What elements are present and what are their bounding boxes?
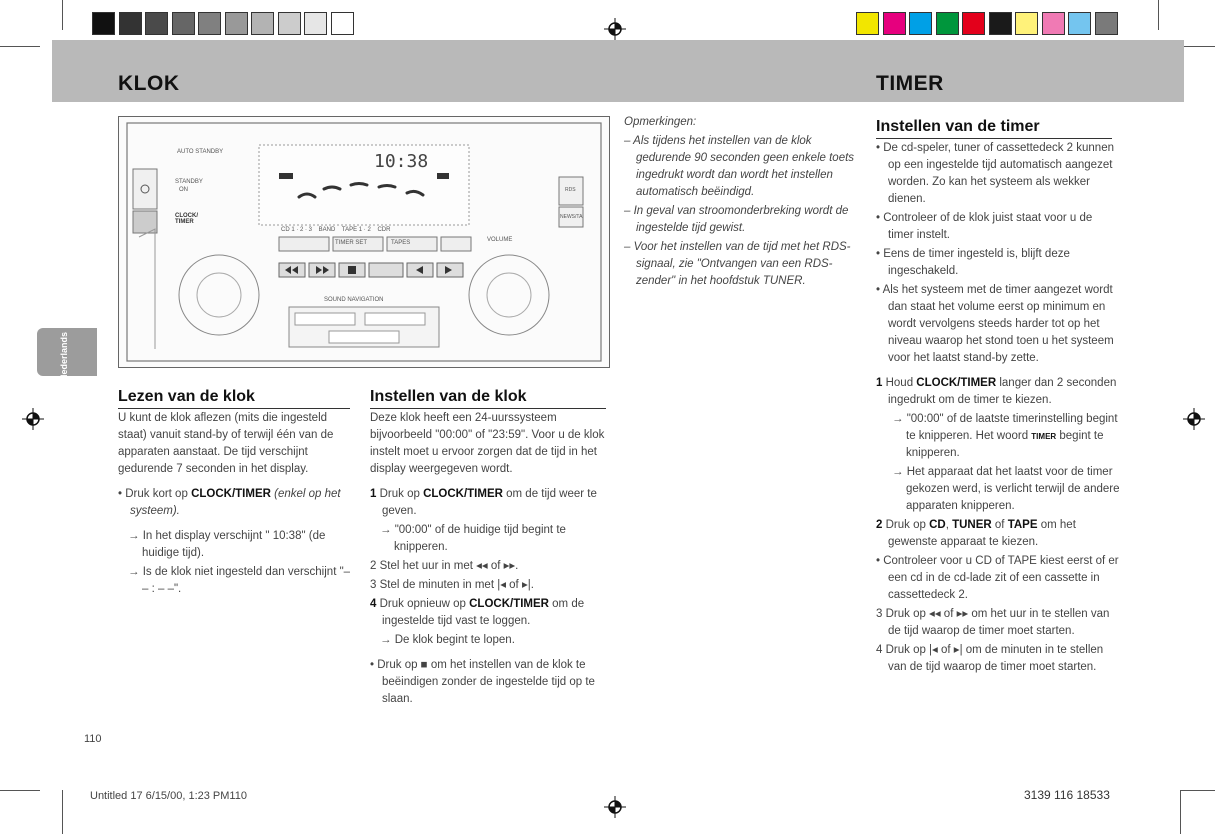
color-swatch [962,12,985,35]
note-item: – Voor het instellen van de tijd met het RDS-signaal, zie "Ontvangen van een RDS-zender" in het hoofdstuk TUNER. [624,241,851,287]
color-swatch [331,12,354,35]
label-auto-standby: AUTO STANDBY [177,149,224,155]
section-timer-heading [876,118,1112,139]
color-swatch [883,12,906,35]
color-swatch [1015,12,1038,35]
label-rds: RDS [565,187,576,193]
note-item: – Als tijdens het instellen van de klok gedurende 90 seconden geen enkele toets ingedrukt wordt dan wordt het instellen automatisch beëindigd. [624,135,855,198]
label-clock-timer: CLOCK/ TIMER [175,213,198,225]
label-on: ON [179,187,188,193]
crop-mark [1180,790,1215,791]
list-item: • Controleer voor u CD of TAPE kiest eerst of er een cd in de cd-lade zit of een cassette in cassettedeck 2. [876,555,1119,601]
registration-mark-icon [22,408,44,430]
notes-block [624,114,856,298]
device-illustration [118,116,610,368]
crop-mark [1180,46,1215,47]
color-swatch [856,12,879,35]
step-item: 1 Druk op CLOCK/TIMER om de tijd weer te geven. [370,488,597,517]
color-swatch [304,12,327,35]
list-item: • Eens de timer ingesteld is, blijft deze ingeschakeld. [876,248,1070,277]
color-swatch [1095,12,1118,35]
color-swatch [92,12,115,35]
list-item: • Druk op ■ om het instellen van de klok te beëindigen zonder de ingestelde tijd op te slaan. [370,659,595,705]
notes-title: Opmerkingen: [624,116,697,128]
list-item: • Druk kort op CLOCK/TIMER (enkel op het systeem). [118,488,341,517]
section-title: Instellen van de klok [370,388,527,405]
section-lezen-heading [118,388,350,409]
page-title-klok: KLOK [118,72,180,95]
section-title: Instellen van de timer [876,118,1040,135]
label-standby: STANDBY [175,179,203,185]
color-swatch [145,12,168,35]
result-line: → "00:00" of de laatste timerinstelling begint te knipperen. Het woord TIMER begint te knipperen. [892,413,1118,459]
list-item: • Controleer of de klok juist staat voor u de timer instelt. [876,212,1093,241]
step-item: 2 Druk op CD, TUNER of TAPE om het gewenste apparaat te kiezen. [876,519,1076,548]
list-item: • Als het systeem met de timer aangezet wordt dan staat het volume eerst op minimum en wordt vervolgens steeds harder tot op het niveau waarop het stond toen u het systeem voor het laatst stand-by zette. [876,284,1114,364]
paragraph: Deze klok heeft een 24-uurssysteem bijvoorbeeld "00:00" of "23:59". Voor u de klok instelt moet u ervoor zorgen dat de tijd in het display weergegeven wordt. [370,412,605,475]
color-swatch [119,12,142,35]
label-news-ta: NEWS/TA [560,214,583,220]
label-sources: CD 1 · 2 · 3 BAND TAPE 1 · 2 CDR [281,227,391,233]
color-swatch [251,12,274,35]
page-number: 110 [84,733,102,745]
crop-mark [62,0,63,30]
label-sound-navigation: SOUND NAVIGATION [324,297,384,303]
color-swatch [936,12,959,35]
section-timer-body [876,140,1120,684]
color-swatch [198,12,221,35]
crop-mark [1158,0,1159,30]
color-swatch [1068,12,1091,35]
step-item: 2 Stel het uur in met ◂◂ of ▸▸. [370,560,519,572]
color-swatch [278,12,301,35]
result-line: → In het display verschijnt " 10:38" (de huidige tijd). [128,530,326,559]
color-swatch [989,12,1012,35]
crop-mark [0,46,40,47]
section-instellen-klok-body [370,410,610,716]
color-swatch [1042,12,1065,35]
crop-mark [1180,790,1181,834]
document-code: 3139 116 18533 [1024,788,1110,802]
note-item: – In geval van stroomonderbreking wordt de ingestelde tijd gewist. [624,205,849,234]
label-volume: VOLUME [487,237,513,243]
color-swatch [909,12,932,35]
label-tapes: TAPES [391,240,411,246]
section-title: Lezen van de klok [118,388,255,405]
header-band [52,40,1184,102]
label-timer-set: TIMER SET [335,240,368,246]
section-instellen-klok-heading [370,388,606,409]
registration-mark-icon [604,18,626,40]
display-time: 10:38 [374,151,429,172]
crop-mark [62,790,63,834]
crop-mark [0,790,40,791]
step-item: 4 Druk op |◂ of ▸| om de minuten in te stellen van de tijd waarop de timer moet starten. [876,644,1104,673]
step-item: 3 Druk op ◂◂ of ▸▸ om het uur in te stellen van de tijd waarop de timer moet starten. [876,608,1110,637]
result-line: → Is de klok niet ingesteld dan verschijnt "– – : – –". [128,566,351,595]
color-swatch [225,12,248,35]
registration-mark-icon [1183,408,1205,430]
step-item: 3 Stel de minuten in met |◂ of ▸|. [370,579,534,591]
result-line: → De klok begint te lopen. [380,634,515,646]
language-tab: Nederlands [37,328,97,376]
paragraph: U kunt de klok aflezen (mits die ingesteld staat) vanuit stand-by of terwijl één van de apparaten aanstaat. De tijd verschijnt gedurende 7 seconden in het display. [118,412,334,475]
list-item: • De cd-speler, tuner of cassettedeck 2 kunnen op een ingestelde tijd automatisch aangezet worden. Zo kan het systeem als wekker dienen. [876,142,1114,205]
step-item: 1 Houd CLOCK/TIMER langer dan 2 seconden ingedrukt om de timer te kiezen. [876,377,1117,406]
step-item: 4 Druk opnieuw op CLOCK/TIMER om de ingestelde tijd vast te loggen. [370,598,585,627]
result-line: → Het apparaat dat het laatst voor de timer gekozen werd, is verlicht terwijl de andere apparaten knipperen. [892,466,1120,512]
color-swatch [172,12,195,35]
section-lezen-body [118,410,354,606]
file-info: Untitled 17 6/15/00, 1:23 PM110 [90,790,247,802]
page-title-timer: TIMER [876,72,944,95]
registration-mark-icon [604,796,626,818]
result-line: → "00:00" of de huidige tijd begint te knipperen. [380,524,566,553]
